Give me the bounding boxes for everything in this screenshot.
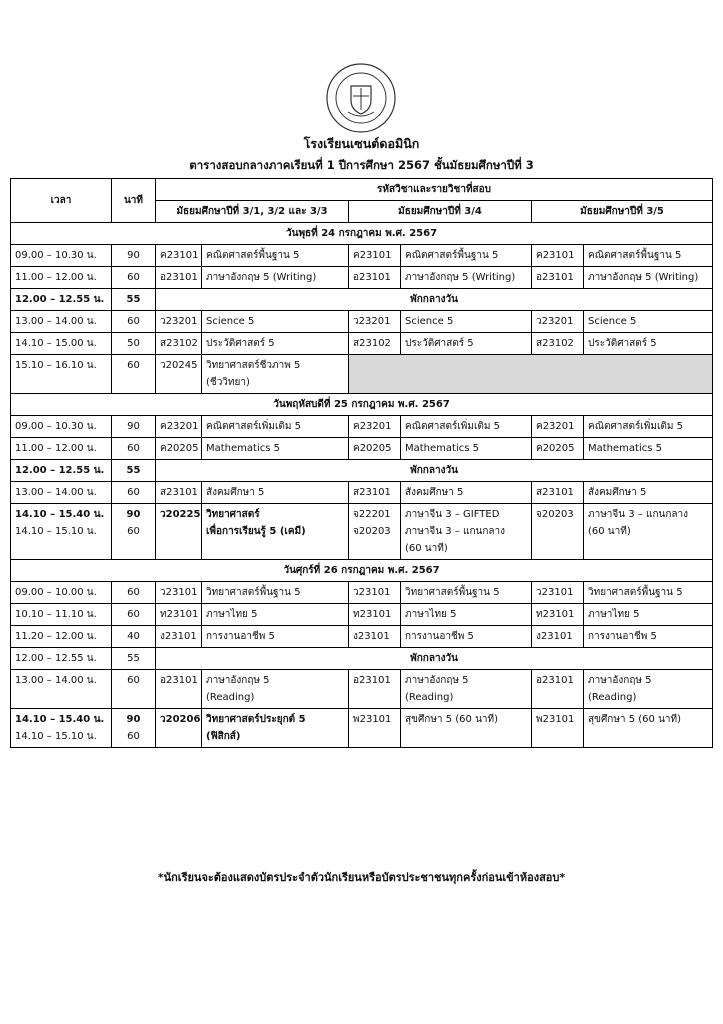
g1-subject-text: ภาษาอังกฤษ 5: [206, 675, 270, 686]
footer-note: *นักเรียนจะต้องแสดงบัตรประจำตัวนักเรียนหรือบัตรประชาชนทุกครั้งก่อนเข้าห้องสอบ*: [157, 871, 566, 884]
g3-code: [532, 626, 584, 648]
g3-subject-text: ภาษาอังกฤษ 5: [588, 675, 652, 686]
time-cell: [11, 245, 112, 267]
day-heading: [11, 394, 713, 416]
day-heading: [11, 223, 713, 245]
col-time-text: เวลา: [50, 195, 72, 206]
minutes-cell-text: 60: [127, 443, 140, 454]
exam-schedule-table: [10, 178, 713, 748]
g2-subject: [401, 482, 532, 504]
g2-subject: [401, 333, 532, 355]
g3-subject-text: Mathematics 5: [588, 443, 662, 454]
table-row: [11, 438, 713, 460]
g2-code-text: จ20203: [353, 526, 391, 537]
g1-code: [156, 604, 202, 626]
col-group-1: [156, 201, 349, 223]
g1-subject: [202, 482, 349, 504]
g3-subject: [584, 311, 713, 333]
school-name: โรงเรียนเซนต์ดอมินิก: [303, 136, 420, 151]
g2-subject-text: คณิตศาสตร์เพิ่มเติม 5: [405, 421, 501, 432]
g1-code: [156, 504, 202, 560]
table-row: [11, 355, 713, 394]
g3-code: [532, 438, 584, 460]
g2-subject: [401, 709, 532, 748]
time-cell: [11, 482, 112, 504]
g1-subject-text: วิทยาศาสตร์พื้นฐาน 5: [206, 587, 301, 598]
g3-code: [532, 604, 584, 626]
lunch-break-text: พักกลางวัน: [410, 465, 458, 476]
g2-subject-text: สังคมศึกษา 5: [405, 487, 464, 498]
g2-subject-text: ประวัติศาสตร์ 5: [405, 338, 474, 349]
minutes-cell-text: 60: [127, 609, 140, 620]
g1-subject-text: ประวัติศาสตร์ 5: [206, 338, 275, 349]
g1-code: [156, 482, 202, 504]
minutes-cell-text: 90: [126, 714, 141, 725]
time-cell-text: 12.00 – 12.55 น.: [15, 465, 105, 476]
time-cell: [11, 311, 112, 333]
g3-subject: [584, 504, 713, 560]
time-cell: [11, 670, 112, 709]
g3-code: [532, 482, 584, 504]
col-group-2: [349, 201, 532, 223]
g3-subject-text: การงานอาชีพ 5: [588, 631, 657, 642]
g1-code: [156, 626, 202, 648]
time-cell: [11, 626, 112, 648]
g2-subject: [401, 416, 532, 438]
g2-code: [349, 416, 401, 438]
g3-code-text: ส23102: [536, 338, 574, 349]
g1-subject-text: (ชีววิทยา): [206, 377, 250, 388]
minutes-cell-text: 60: [127, 675, 140, 686]
table-row: [11, 626, 713, 648]
time-cell-text: 14.10 – 15.40 น.: [15, 714, 105, 725]
g1-code: [156, 245, 202, 267]
g2-code-text: พ23101: [353, 714, 392, 725]
lunch-break-text: พักกลางวัน: [410, 294, 458, 305]
day-row: [11, 394, 713, 416]
g1-code-text: ส23101: [160, 487, 198, 498]
day-heading-text: วันพุธที่ 24 กรกฎาคม พ.ศ. 2567: [286, 228, 438, 239]
g1-subject-text: วิทยาศาสตร์: [206, 509, 260, 520]
col-group-1-text: มัธยมศึกษาปีที่ 3/1, 3/2 และ 3/3: [176, 206, 328, 217]
g2-subject: [401, 245, 532, 267]
g2-subject: [401, 504, 532, 560]
g1-subject-text: Science 5: [206, 316, 255, 327]
g3-code-text: พ23101: [536, 714, 575, 725]
g1-subject-text: คณิตศาสตร์พื้นฐาน 5: [206, 250, 300, 261]
g3-code: [532, 311, 584, 333]
g2-subject: [401, 604, 532, 626]
minutes-cell: [112, 460, 156, 482]
table-row: [11, 267, 713, 289]
g2-subject-text: (Reading): [405, 692, 454, 703]
time-cell: [11, 460, 112, 482]
g1-subject-text: คณิตศาสตร์เพิ่มเติม 5: [206, 421, 302, 432]
time-cell-text: 14.10 – 15.40 น.: [15, 509, 105, 520]
g2-subject-text: ภาษาจีน 3 – แกนกลาง: [405, 526, 506, 537]
g1-subject: [202, 709, 349, 748]
lunch-break-text: พักกลางวัน: [410, 653, 458, 664]
minutes-cell: [112, 648, 156, 670]
g2-code: [349, 670, 401, 709]
g3-code-text: ง23101: [536, 631, 573, 642]
g1-code-text: ว23101: [160, 587, 198, 598]
g1-subject: [202, 416, 349, 438]
g2-subject-text: Mathematics 5: [405, 443, 479, 454]
minutes-cell: [112, 582, 156, 604]
col-subjects: [156, 179, 713, 201]
day-heading-text: วันพฤหัสบดีที่ 25 กรกฎาคม พ.ศ. 2567: [273, 399, 450, 410]
g2-subject-text: ภาษาอังกฤษ 5: [405, 675, 469, 686]
g3-code-text: ท23101: [536, 609, 575, 620]
g2-subject: [401, 626, 532, 648]
time-cell-text: 11.00 – 12.00 น.: [15, 443, 97, 454]
time-cell-text: 15.10 – 16.10 น.: [15, 360, 97, 371]
day-row: [11, 223, 713, 245]
g1-subject: [202, 355, 349, 394]
minutes-cell-text: 60: [127, 360, 140, 371]
g1-subject: [202, 504, 349, 560]
minutes-cell: [112, 416, 156, 438]
g1-code-text: ค23101: [160, 250, 199, 261]
time-cell-text: 13.00 – 14.00 น.: [15, 487, 97, 498]
minutes-cell-text: 90: [127, 250, 140, 261]
g3-subject-text: คณิตศาสตร์เพิ่มเติม 5: [588, 421, 684, 432]
table-row: [11, 648, 713, 670]
g2-code-text: อ23101: [353, 272, 391, 283]
lunch-break: [156, 460, 713, 482]
g3-subject-text: สังคมศึกษา 5: [588, 487, 647, 498]
minutes-cell: [112, 626, 156, 648]
g3-subject: [584, 626, 713, 648]
g1-code: [156, 670, 202, 709]
g1-code-text: ว20245: [160, 360, 198, 371]
g1-code-text: ส23102: [160, 338, 198, 349]
time-cell-text: 14.10 – 15.10 น.: [15, 731, 97, 742]
minutes-cell: [112, 604, 156, 626]
g1-subject-text: สังคมศึกษา 5: [206, 487, 265, 498]
g3-code-text: ว23201: [536, 316, 574, 327]
g2-subject-text: ภาษาจีน 3 – GIFTED: [405, 509, 500, 520]
g3-subject: [584, 582, 713, 604]
day-row: [11, 560, 713, 582]
time-cell: [11, 604, 112, 626]
g3-subject-text: Science 5: [588, 316, 637, 327]
minutes-cell-text: 55: [126, 294, 141, 305]
g3-code-text: อ23101: [536, 675, 574, 686]
g2-code: [349, 626, 401, 648]
g2-code: [349, 438, 401, 460]
g2-subject: [401, 438, 532, 460]
minutes-cell-text: 55: [126, 465, 141, 476]
g1-code-text: ว20225: [160, 509, 201, 520]
g3-subject: [584, 245, 713, 267]
g2-code-text: ค20205: [353, 443, 392, 454]
col-group-3: [532, 201, 713, 223]
table-row: [11, 604, 713, 626]
g2-code: [349, 245, 401, 267]
header-row: [11, 179, 713, 201]
minutes-cell: [112, 311, 156, 333]
time-cell: [11, 504, 112, 560]
g2-subject-text: สุขศึกษา 5 (60 นาที): [405, 714, 499, 725]
g1-code: [156, 311, 202, 333]
g3-subject-text: สุขศึกษา 5 (60 นาที): [588, 714, 682, 725]
empty-cell: [349, 355, 713, 394]
col-minutes: [112, 179, 156, 223]
minutes-cell-text: 90: [126, 509, 141, 520]
table-row: [11, 670, 713, 709]
g3-code-text: อ23101: [536, 272, 574, 283]
g2-subject-text: ภาษาไทย 5: [405, 609, 457, 620]
g1-subject: [202, 333, 349, 355]
g1-code: [156, 582, 202, 604]
g1-code-text: ค23201: [160, 421, 199, 432]
time-cell-text: 11.20 – 12.00 น.: [15, 631, 97, 642]
g1-subject-text: วิทยาศาสตร์ประยุกต์ 5: [206, 714, 306, 725]
table-row: [11, 416, 713, 438]
table-row: [11, 289, 713, 311]
g2-code-text: ง23101: [353, 631, 390, 642]
g3-code-text: ส23101: [536, 487, 574, 498]
time-cell-text: 14.10 – 15.10 น.: [15, 526, 97, 537]
minutes-cell-text: 60: [127, 526, 140, 537]
g1-subject-text: เพื่อการเรียนรู้ 5 (เคมี): [206, 526, 306, 537]
g1-subject: [202, 245, 349, 267]
minutes-cell-text: 60: [127, 487, 140, 498]
minutes-cell-text: 50: [127, 338, 140, 349]
minutes-cell: [112, 504, 156, 560]
g2-code-text: ส23101: [353, 487, 391, 498]
g1-subject: [202, 626, 349, 648]
g2-code: [349, 311, 401, 333]
col-time: [11, 179, 112, 223]
col-group-3-text: มัธยมศึกษาปีที่ 3/5: [580, 206, 664, 217]
g3-subject-text: ภาษาไทย 5: [588, 609, 640, 620]
table-row: [11, 460, 713, 482]
g2-code-text: ค23101: [353, 250, 392, 261]
g2-code: [349, 267, 401, 289]
g2-subject-text: (60 นาที): [405, 543, 448, 554]
g1-subject: [202, 604, 349, 626]
g3-code: [532, 709, 584, 748]
g2-subject-text: Science 5: [405, 316, 454, 327]
time-cell-text: 14.10 – 15.00 น.: [15, 338, 97, 349]
time-cell-text: 11.00 – 12.00 น.: [15, 272, 97, 283]
g1-subject-text: (Reading): [206, 692, 255, 703]
g3-subject: [584, 482, 713, 504]
g1-code-text: ว23201: [160, 316, 198, 327]
table-row: [11, 245, 713, 267]
time-cell: [11, 438, 112, 460]
g2-code-text: ท23101: [353, 609, 392, 620]
g1-subject-text: Mathematics 5: [206, 443, 280, 454]
schedule-title: ตารางสอบกลางภาคเรียนที่ 1 ปีการศึกษา 2567 ชั้นมัธยมศึกษาปีที่ 3: [189, 158, 534, 172]
g3-code-text: จ20203: [536, 509, 574, 520]
g3-subject-text: ภาษาอังกฤษ 5 (Writing): [588, 272, 699, 283]
g1-code-text: ท23101: [160, 609, 199, 620]
g2-subject-text: การงานอาชีพ 5: [405, 631, 474, 642]
g2-code-text: ว23201: [353, 316, 391, 327]
g1-code-text: ค20205: [160, 443, 199, 454]
g1-code-text: ว20206: [160, 714, 201, 725]
g3-code-text: ค23101: [536, 250, 575, 261]
minutes-cell: [112, 267, 156, 289]
g3-subject: [584, 438, 713, 460]
minutes-cell-text: 60: [127, 587, 140, 598]
time-cell: [11, 355, 112, 394]
g2-subject: [401, 582, 532, 604]
time-cell-text: 12.00 – 12.55 น.: [15, 294, 105, 305]
g1-subject-text: ภาษาไทย 5: [206, 609, 258, 620]
g3-subject-text: วิทยาศาสตร์พื้นฐาน 5: [588, 587, 683, 598]
g3-code: [532, 582, 584, 604]
g2-code: [349, 333, 401, 355]
col-group-2-text: มัธยมศึกษาปีที่ 3/4: [398, 206, 482, 217]
g2-subject-text: วิทยาศาสตร์พื้นฐาน 5: [405, 587, 500, 598]
g3-subject: [584, 267, 713, 289]
time-cell-text: 13.00 – 14.00 น.: [15, 675, 97, 686]
g1-code-text: อ23101: [160, 272, 198, 283]
table-row: [11, 582, 713, 604]
g2-subject: [401, 267, 532, 289]
g1-code: [156, 416, 202, 438]
g3-code: [532, 670, 584, 709]
time-cell: [11, 289, 112, 311]
time-cell-text: 10.10 – 11.10 น.: [15, 609, 97, 620]
g2-code: [349, 604, 401, 626]
table-row: [11, 504, 713, 560]
g3-subject-text: (60 นาที): [588, 526, 631, 537]
g3-subject: [584, 416, 713, 438]
g2-code: [349, 709, 401, 748]
day-heading: [11, 560, 713, 582]
time-cell: [11, 648, 112, 670]
g3-code-text: ว23101: [536, 587, 574, 598]
lunch-break: [156, 289, 713, 311]
col-minutes-text: นาที: [123, 195, 144, 206]
time-cell: [11, 582, 112, 604]
g2-code-text: จ22201: [353, 509, 391, 520]
g1-subject-text: (ฟิสิกส์): [206, 731, 241, 742]
g3-code: [532, 267, 584, 289]
g3-code-text: ค20205: [536, 443, 575, 454]
minutes-cell-text: 60: [127, 272, 140, 283]
minutes-cell: [112, 333, 156, 355]
time-cell-text: 09.00 – 10.00 น.: [15, 587, 97, 598]
g2-code: [349, 482, 401, 504]
time-cell: [11, 416, 112, 438]
g3-code: [532, 504, 584, 560]
minutes-cell: [112, 289, 156, 311]
time-cell: [11, 709, 112, 748]
minutes-cell-text: 60: [127, 316, 140, 327]
g2-code-text: อ23101: [353, 675, 391, 686]
minutes-cell-text: 60: [127, 731, 140, 742]
table-row: [11, 311, 713, 333]
minutes-cell: [112, 482, 156, 504]
g1-code: [156, 709, 202, 748]
g3-code: [532, 333, 584, 355]
g1-subject: [202, 670, 349, 709]
g1-code-text: อ23101: [160, 675, 198, 686]
g3-subject-text: ประวัติศาสตร์ 5: [588, 338, 657, 349]
g1-subject-text: การงานอาชีพ 5: [206, 631, 275, 642]
time-cell-text: 09.00 – 10.30 น.: [15, 421, 97, 432]
g2-subject-text: ภาษาอังกฤษ 5 (Writing): [405, 272, 516, 283]
g3-subject: [584, 333, 713, 355]
g1-code: [156, 333, 202, 355]
g3-subject-text: ภาษาจีน 3 – แกนกลาง: [588, 509, 689, 520]
g3-subject-text: คณิตศาสตร์พื้นฐาน 5: [588, 250, 682, 261]
minutes-cell: [112, 438, 156, 460]
time-cell-text: 13.00 – 14.00 น.: [15, 316, 97, 327]
g2-subject-text: คณิตศาสตร์พื้นฐาน 5: [405, 250, 499, 261]
g3-subject: [584, 670, 713, 709]
g2-code: [349, 504, 401, 560]
g3-code: [532, 245, 584, 267]
g1-code-text: ง23101: [160, 631, 197, 642]
g2-subject: [401, 311, 532, 333]
col-subjects-text: รหัสวิชาและรายวิชาที่สอบ: [377, 184, 491, 195]
g1-code: [156, 355, 202, 394]
g3-subject: [584, 709, 713, 748]
g2-code: [349, 582, 401, 604]
minutes-cell-text: 40: [127, 631, 140, 642]
minutes-cell-text: 55: [127, 653, 140, 664]
minutes-cell: [112, 709, 156, 748]
time-cell-text: 12.00 – 12.55 น.: [15, 653, 97, 664]
minutes-cell: [112, 355, 156, 394]
school-crest-icon: [318, 62, 404, 134]
table-row: [11, 709, 713, 748]
table-row: [11, 482, 713, 504]
g3-subject: [584, 604, 713, 626]
g1-subject: [202, 267, 349, 289]
g3-code: [532, 416, 584, 438]
g1-subject-text: วิทยาศาสตร์ชีวภาพ 5: [206, 360, 301, 371]
g1-code: [156, 267, 202, 289]
g3-code-text: ค23201: [536, 421, 575, 432]
g1-subject-text: ภาษาอังกฤษ 5 (Writing): [206, 272, 317, 283]
time-cell: [11, 267, 112, 289]
minutes-cell: [112, 670, 156, 709]
minutes-cell-text: 90: [127, 421, 140, 432]
lunch-break: [156, 648, 713, 670]
g1-subject: [202, 311, 349, 333]
g1-code: [156, 438, 202, 460]
g2-code-text: ค23201: [353, 421, 392, 432]
table-row: [11, 333, 713, 355]
g3-subject-text: (Reading): [588, 692, 637, 703]
g1-subject: [202, 438, 349, 460]
g2-code-text: ส23102: [353, 338, 391, 349]
g1-subject: [202, 582, 349, 604]
day-heading-text: วันศุกร์ที่ 26 กรกฎาคม พ.ศ. 2567: [283, 565, 440, 576]
time-cell: [11, 333, 112, 355]
g2-subject: [401, 670, 532, 709]
g2-code-text: ว23101: [353, 587, 391, 598]
minutes-cell: [112, 245, 156, 267]
time-cell-text: 09.00 – 10.30 น.: [15, 250, 97, 261]
